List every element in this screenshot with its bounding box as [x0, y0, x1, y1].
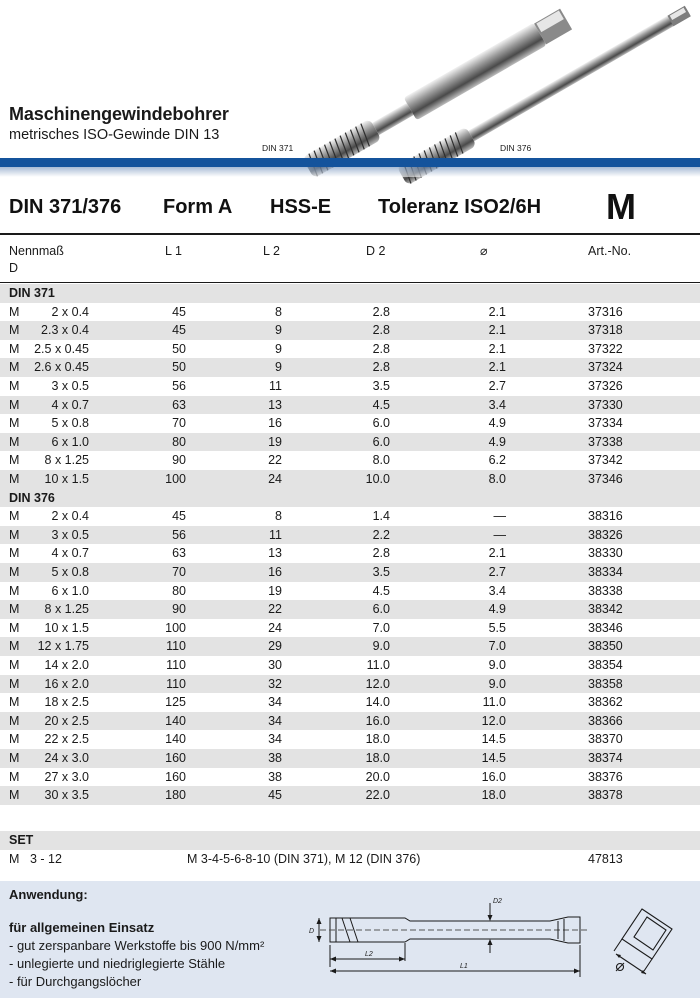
cell-m: M — [9, 341, 20, 356]
cell-m: M — [9, 546, 20, 561]
cell-sq: 6.2 — [488, 453, 506, 468]
cell-art: 38326 — [588, 527, 623, 542]
table-row — [0, 358, 700, 377]
application-line: - unlegierte und niedriglegierte Stähle — [9, 956, 226, 971]
tool-label-din371: DIN 371 — [262, 143, 294, 153]
cell-l2: 11 — [269, 379, 282, 393]
cell-d2: 2.8 — [372, 546, 390, 561]
cell-l1: 100 — [165, 620, 186, 635]
cell-l2: 34 — [268, 713, 282, 728]
cell-l2: 8 — [275, 509, 282, 524]
cell-m: M — [9, 620, 20, 635]
cell-size: 22 x 2.5 — [44, 732, 89, 747]
col-header-l2: L 2 — [263, 244, 280, 258]
cell-l2: 9 — [275, 341, 282, 356]
table-row — [0, 656, 700, 675]
cell-l1: 160 — [165, 751, 186, 765]
cell-size: 24 x 3.0 — [44, 751, 89, 765]
cell-m: M — [9, 565, 20, 579]
application-line: - gut zerspanbare Werkstoffe bis 900 N/mm² — [9, 938, 265, 953]
page-subtitle: metrisches ISO-Gewinde DIN 13 — [9, 127, 220, 143]
cell-sq: 3.4 — [488, 583, 506, 598]
cell-sq: 2.1 — [488, 546, 506, 561]
cell-d2: 8.0 — [372, 453, 390, 468]
cell-l2: 30 — [268, 658, 282, 672]
header-divider — [0, 282, 700, 283]
section-title: DIN 376 — [9, 490, 55, 505]
set-label: SET — [9, 833, 34, 847]
cell-m: M — [9, 732, 20, 747]
cell-l1: 63 — [172, 546, 186, 561]
cell-m: M — [9, 769, 20, 784]
cell-m: M — [9, 397, 20, 412]
col-header-l1: L 1 — [165, 244, 182, 258]
cell-art: 38358 — [588, 676, 623, 691]
table-row — [0, 712, 700, 731]
diagram-label-d: D — [309, 928, 315, 935]
tool-label-din376: DIN 376 — [500, 143, 532, 153]
cell-art: 38378 — [588, 788, 623, 803]
cell-art: 37330 — [588, 397, 623, 412]
cell-d2: 3.5 — [372, 565, 390, 579]
cell-l1: 63 — [172, 397, 186, 412]
table-row — [0, 396, 700, 415]
cell-art: 37334 — [588, 416, 623, 431]
cell-m: M — [9, 379, 20, 393]
cell-size: 4 x 0.7 — [51, 397, 89, 412]
diagram-label-d2: D2 — [493, 898, 502, 905]
cell-art: 38334 — [588, 565, 623, 579]
cell-art: 38316 — [588, 509, 623, 524]
cell-d2: 2.8 — [372, 360, 390, 375]
cell-sq: 11.0 — [482, 695, 506, 710]
cell-sq: 3.4 — [488, 397, 506, 412]
cell-d2: 2.8 — [372, 341, 390, 356]
table-row — [0, 637, 700, 656]
cell-d2: 4.5 — [372, 583, 390, 598]
cell-size: 12 x 1.75 — [37, 639, 89, 654]
cell-d2: 6.0 — [372, 434, 390, 449]
cell-l1: 100 — [165, 472, 186, 486]
table-row — [0, 749, 700, 768]
cell-l1: 140 — [165, 713, 186, 728]
cell-l2: 24 — [268, 472, 282, 486]
cell-size: 20 x 2.5 — [44, 713, 89, 728]
cell-l1: 56 — [172, 527, 186, 542]
cell-m: M — [9, 676, 20, 691]
spec-din: DIN 371/376 — [9, 196, 122, 218]
cell-d2: 16.0 — [365, 713, 390, 728]
cell-sq: 2.7 — [488, 379, 506, 393]
spec-divider — [0, 233, 700, 235]
cell-sq: 16.0 — [481, 769, 506, 784]
cell-d2: 10.0 — [365, 472, 390, 486]
blue-divider — [0, 158, 700, 167]
cell-l1: 56 — [172, 379, 186, 393]
cell-l2: 29 — [268, 639, 282, 654]
section-header — [0, 284, 700, 303]
cell-m: M — [9, 527, 20, 542]
application-subtitle: für allgemeinen Einsatz — [9, 920, 155, 935]
cell-l2: 16 — [268, 565, 282, 579]
table-row — [0, 433, 700, 452]
cell-sq: 8.0 — [488, 472, 506, 486]
cell-size: 30 x 3.5 — [44, 788, 89, 803]
cell-sq: 4.9 — [488, 434, 506, 449]
cell-m: M — [9, 323, 20, 338]
cell-l2: 13 — [268, 397, 282, 412]
cell-sq: 9.0 — [488, 676, 506, 691]
cell-m: M — [9, 713, 20, 728]
cell-sq: 4.9 — [488, 602, 506, 617]
table-row — [0, 544, 700, 563]
cell-sq: 7.0 — [488, 639, 506, 654]
cell-sq: 2.1 — [488, 341, 506, 356]
cell-size: 5 x 0.8 — [51, 565, 89, 579]
spec-form: Form A — [163, 196, 233, 218]
cell-size: 2.3 x 0.4 — [41, 323, 89, 338]
cell-m: M — [9, 602, 20, 617]
cell-l2: 38 — [268, 769, 282, 784]
cell-l1: 70 — [172, 416, 186, 431]
cell-l1: 110 — [166, 676, 186, 691]
cell-size: 2 x 0.4 — [51, 509, 89, 524]
cell-sq: — — [493, 527, 506, 542]
cell-sq: 9.0 — [488, 658, 506, 672]
cell-m: M — [9, 453, 20, 468]
cell-size: 10 x 1.5 — [44, 472, 89, 486]
cell-size: 16 x 2.0 — [44, 676, 89, 691]
cell-l2: 8 — [275, 304, 282, 319]
cell-m: M — [9, 751, 20, 765]
table-row — [0, 563, 700, 582]
cell-size: 3 x 0.5 — [51, 527, 89, 542]
cell-size: 4 x 0.7 — [51, 546, 89, 561]
cell-m: M — [9, 695, 20, 710]
cell-sq: 2.1 — [488, 360, 506, 375]
cell-m: M — [9, 304, 20, 319]
cell-size: 2 x 0.4 — [51, 304, 89, 319]
cell-sq: 18.0 — [481, 788, 506, 803]
col-header-art: Art.-No. — [588, 244, 632, 258]
cell-size: 27 x 3.0 — [44, 769, 89, 784]
cell-art: 38346 — [588, 620, 623, 635]
cell-l2: 19 — [268, 583, 282, 598]
cell-art: 38366 — [588, 713, 623, 728]
table-row — [0, 377, 700, 396]
page-title: Maschinengewindebohrer — [9, 104, 229, 124]
cell-art: 38362 — [588, 695, 623, 710]
cell-sq: 4.9 — [488, 416, 506, 431]
set-m: M — [9, 851, 20, 866]
set-description: M 3-4-5-6-8-10 (DIN 371), M 12 (DIN 376) — [187, 851, 421, 866]
cell-l1: 90 — [172, 602, 186, 617]
cell-l2: 24 — [268, 620, 282, 635]
cell-l1: 45 — [172, 323, 186, 338]
set-section-header — [0, 831, 700, 850]
cell-art: 38338 — [588, 583, 623, 598]
cell-l1: 180 — [165, 788, 186, 803]
cell-size: 6 x 1.0 — [51, 434, 89, 449]
cell-d2: 7.0 — [372, 620, 390, 635]
table-row — [0, 414, 700, 433]
cell-art: 38370 — [588, 732, 623, 747]
set-row — [0, 850, 700, 869]
cell-d2: 22.0 — [365, 788, 390, 803]
cell-m: M — [9, 434, 20, 449]
cell-d2: 12.0 — [365, 676, 390, 691]
square-shank-diagram — [600, 881, 700, 998]
cell-size: 14 x 2.0 — [44, 658, 89, 672]
cell-d2: 4.5 — [372, 397, 390, 412]
cell-l1: 110 — [166, 639, 186, 654]
cell-m: M — [9, 360, 20, 375]
cell-l2: 22 — [268, 453, 282, 468]
cell-l1: 45 — [172, 509, 186, 524]
cell-l2: 45 — [268, 788, 282, 803]
cell-sq: 5.5 — [488, 620, 506, 635]
diagram-label-l2: L2 — [365, 951, 373, 958]
header-area — [0, 0, 700, 178]
cell-l2: 34 — [268, 732, 282, 747]
table-row — [0, 321, 700, 340]
diagram-label-l1: L1 — [460, 963, 468, 970]
cell-d2: 18.0 — [365, 732, 390, 747]
cell-l2: 38 — [268, 751, 282, 765]
table-row — [0, 526, 700, 545]
cell-art: 38330 — [588, 546, 623, 561]
cell-d2: 2.8 — [372, 323, 390, 338]
cell-l1: 50 — [172, 341, 186, 356]
cell-size: 8 x 1.25 — [44, 453, 89, 468]
cell-m: M — [9, 416, 20, 431]
cell-size: 3 x 0.5 — [51, 379, 89, 393]
cell-l2: 32 — [268, 676, 282, 691]
cell-art: 38374 — [588, 751, 623, 765]
cell-l1: 140 — [165, 732, 186, 747]
blue-divider-shadow — [0, 167, 700, 177]
section-title: DIN 371 — [9, 286, 55, 300]
cell-d2: 1.4 — [372, 509, 390, 524]
spec-bar — [0, 186, 700, 230]
cell-d2: 3.5 — [372, 379, 390, 393]
cell-art: 37322 — [588, 341, 623, 356]
table-row — [0, 619, 700, 638]
table-row — [0, 507, 700, 526]
cell-l2: 9 — [275, 323, 282, 338]
spec-material: HSS-E — [270, 196, 332, 218]
set-art: 47813 — [588, 851, 623, 866]
cell-d2: 11.0 — [366, 658, 390, 672]
cell-art: 38376 — [588, 769, 623, 784]
cell-d2: 2.8 — [372, 304, 390, 319]
section-header — [0, 489, 700, 508]
cell-art: 38354 — [588, 658, 623, 672]
cell-l1: 80 — [172, 583, 186, 598]
cell-d2: 9.0 — [372, 639, 390, 654]
cell-size: 18 x 2.5 — [44, 695, 89, 710]
cell-d2: 2.2 — [372, 527, 390, 542]
cell-m: M — [9, 658, 20, 672]
spec-letter: M — [606, 186, 636, 227]
cell-l2: 19 — [268, 434, 282, 449]
application-line: - für Durchgangslöcher — [9, 974, 142, 989]
cell-l1: 125 — [165, 695, 186, 710]
cell-m: M — [9, 472, 20, 486]
cell-sq: 2.1 — [488, 304, 506, 319]
table-row — [0, 730, 700, 749]
cell-size: 10 x 1.5 — [44, 620, 89, 635]
table-row — [0, 451, 700, 470]
cell-art: 37338 — [588, 434, 623, 449]
cell-l2: 34 — [268, 695, 282, 710]
cell-l1: 90 — [172, 453, 186, 468]
col-header-nennmass-label: Nennmaß — [9, 244, 64, 258]
cell-art: 37324 — [588, 360, 623, 375]
cell-art: 38342 — [588, 602, 623, 617]
cell-size: 8 x 1.25 — [44, 602, 89, 617]
cell-m: M — [9, 509, 20, 524]
cell-art: 37342 — [588, 453, 623, 468]
col-header-square: ⌀ — [480, 244, 488, 258]
cell-art: 38350 — [588, 639, 623, 654]
cell-size: 5 x 0.8 — [51, 416, 89, 431]
cell-l1: 50 — [172, 360, 186, 375]
table-row — [0, 340, 700, 359]
cell-l1: 110 — [166, 658, 186, 672]
table-row — [0, 786, 700, 805]
cell-sq: — — [493, 509, 506, 524]
cell-m: M — [9, 639, 20, 654]
cell-l1: 160 — [165, 769, 186, 784]
cell-l2: 13 — [268, 546, 282, 561]
cell-size: 2.6 x 0.45 — [34, 360, 89, 375]
cell-art: 37326 — [588, 379, 623, 393]
application-panel — [0, 881, 700, 998]
col-header-nennmass — [9, 243, 64, 277]
cell-m: M — [9, 788, 20, 803]
cell-sq: 14.5 — [481, 751, 506, 765]
cell-d2: 18.0 — [365, 751, 390, 765]
table-row — [0, 303, 700, 322]
spec-tolerance: Toleranz ISO2/6H — [378, 196, 542, 218]
cell-sq: 12.0 — [481, 713, 506, 728]
table-row — [0, 600, 700, 619]
cell-d2: 6.0 — [372, 416, 390, 431]
cell-d2: 14.0 — [365, 695, 390, 710]
table-row — [0, 675, 700, 694]
cell-sq: 2.7 — [488, 565, 506, 579]
cell-art: 37318 — [588, 323, 623, 338]
table-row — [0, 768, 700, 787]
cell-art: 37316 — [588, 304, 623, 319]
col-header-d2: D 2 — [366, 244, 386, 258]
cell-d2: 20.0 — [365, 769, 390, 784]
cell-l1: 45 — [172, 304, 186, 319]
cell-art: 37346 — [588, 472, 623, 486]
col-header-d-label: D — [9, 261, 19, 275]
table-row — [0, 582, 700, 601]
cell-l2: 9 — [275, 360, 282, 375]
cell-size: 2.5 x 0.45 — [34, 341, 89, 356]
tap-dimension-diagram — [300, 881, 590, 998]
cell-l1: 80 — [172, 434, 186, 449]
table-row — [0, 470, 700, 489]
cell-l2: 16 — [268, 416, 282, 431]
cell-size: 6 x 1.0 — [51, 583, 89, 598]
application-title: Anwendung: — [9, 887, 88, 902]
cell-l2: 11 — [269, 527, 282, 542]
cell-l1: 70 — [172, 565, 186, 579]
table-row — [0, 693, 700, 712]
cell-m: M — [9, 583, 20, 598]
cell-sq: 14.5 — [481, 732, 506, 747]
cell-sq: 2.1 — [488, 323, 506, 338]
set-range: 3 - 12 — [30, 851, 62, 866]
cell-l2: 22 — [268, 602, 282, 617]
cell-d2: 6.0 — [372, 602, 390, 617]
